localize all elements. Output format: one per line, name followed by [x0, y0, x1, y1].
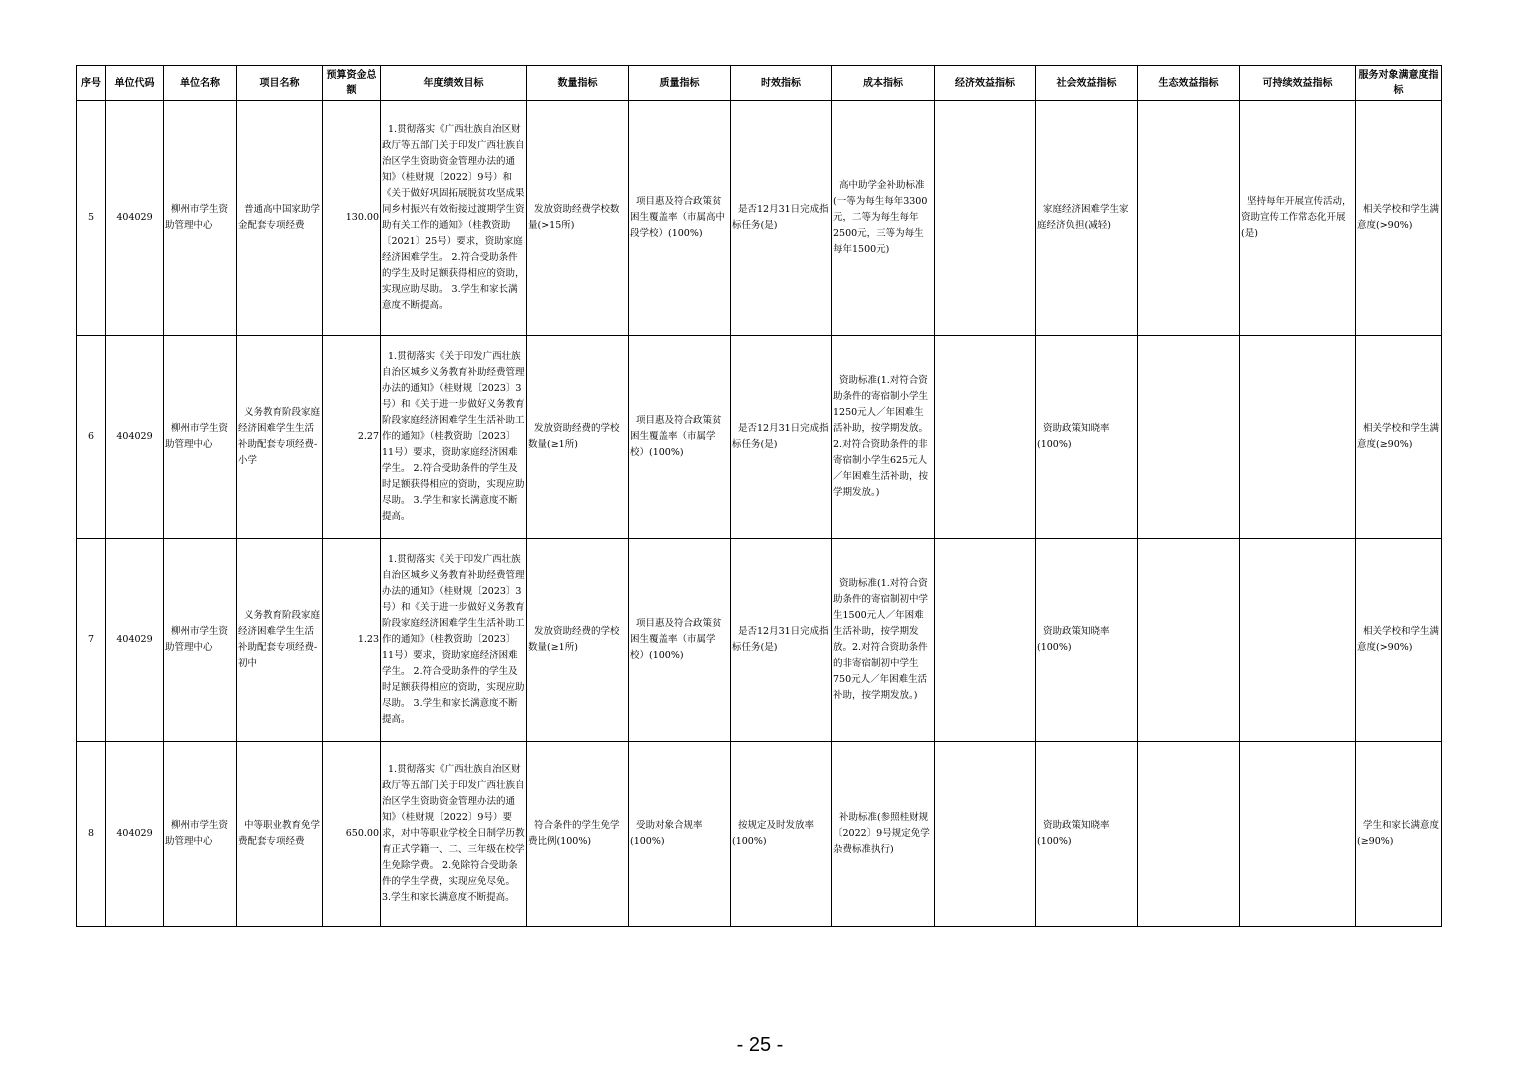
cell-quality: 受助对象合规率(100%): [629, 742, 731, 927]
cell-cost: 资助标准(1.对符合资助条件的寄宿制小学生1250元人／年困难生活补助，按学期发放。2.对符合资助条件的非寄宿制小学生625元人／年困难生活补助，按学期发放。): [832, 336, 935, 539]
cell-project: 义务教育阶段家庭经济困难学生生活补助配套专项经费-初中: [237, 539, 323, 742]
cell-goal: 1.贯彻落实《关于印发广西壮族自治区城乡义务教育补助经费管理办法的通知》（桂财规〔2023〕3号）和《关于进一步做好义务教育阶段家庭经济困难学生生活补助工作的通知》（桂教资助〔2023〕11号）要求，资助家庭经济困难学生。 2.符合受助条件的学生及时足额获得相应的资助，实现应助尽助。 3.学生和家长满意度不断提高。: [381, 336, 527, 539]
col-header-code: 单位代码: [106, 66, 164, 101]
cell-project: 普通高中国家助学金配套专项经费: [237, 101, 323, 336]
cell-cost: 高中助学金补助标准(一等为每生每年3300元，二等为每生每年2500元，三等为每生每年1500元): [832, 101, 935, 336]
cell-quantity: 发放资助经费的学校数量(≥1所): [527, 336, 629, 539]
col-header-social: 社会效益指标: [1036, 66, 1138, 101]
cell-budget: 130.00: [323, 101, 381, 336]
cell-sustainable: [1240, 742, 1356, 927]
cell-budget: 650.00: [323, 742, 381, 927]
cell-economic: [935, 742, 1036, 927]
cell-sustainable: [1240, 539, 1356, 742]
cell-seq: 8: [77, 742, 106, 927]
col-header-ecological: 生态效益指标: [1138, 66, 1240, 101]
cell-code: 404029: [106, 336, 164, 539]
cell-quantity: 符合条件的学生免学费比例(100%): [527, 742, 629, 927]
cell-economic: [935, 539, 1036, 742]
col-header-sustainable: 可持续效益指标: [1240, 66, 1356, 101]
cell-goal: 1.贯彻落实《关于印发广西壮族自治区城乡义务教育补助经费管理办法的通知》（桂财规〔2023〕3号）和《关于进一步做好义务教育阶段家庭经济困难学生生活补助工作的通知》（桂教资助〔2023〕11号）要求，资助家庭经济困难学生。 2.符合受助条件的学生及时足额获得相应的资助，实现应助尽助。 3.学生和家长满意度不断提高。: [381, 539, 527, 742]
cell-project: 中等职业教育免学费配套专项经费: [237, 742, 323, 927]
cell-cost: 资助标准(1.对符合资助条件的寄宿制初中学生1500元人／年困难生活补助，按学期发放。2.对符合资助条件的非寄宿制初中学生750元人／年困难生活补助，按学期发放。): [832, 539, 935, 742]
cell-quantity: 发放资助经费学校数量(>15所): [527, 101, 629, 336]
cell-satisfaction: 相关学校和学生满意度(≥90%): [1356, 336, 1442, 539]
col-header-satisfaction: 服务对象满意度指标: [1356, 66, 1442, 101]
table-row: [77, 539, 1442, 742]
cell-code: 404029: [106, 101, 164, 336]
col-header-project: 项目名称: [237, 66, 323, 101]
cell-satisfaction: 学生和家长满意度(≥90%): [1356, 742, 1442, 927]
cell-economic: [935, 101, 1036, 336]
col-header-budget: 预算资金总额: [323, 66, 381, 101]
cell-cost: 补助标准(参照桂财规〔2022〕9号规定免学杂费标准执行): [832, 742, 935, 927]
cell-seq: 6: [77, 336, 106, 539]
col-header-goal: 年度绩效目标: [381, 66, 527, 101]
cell-seq: 7: [77, 539, 106, 742]
col-header-quality: 质量指标: [629, 66, 731, 101]
table-row: [77, 742, 1442, 927]
cell-ecological: [1138, 539, 1240, 742]
cell-code: 404029: [106, 742, 164, 927]
cell-seq: 5: [77, 101, 106, 336]
cell-social: 资助政策知晓率(100%): [1036, 742, 1138, 927]
col-header-timeliness: 时效指标: [731, 66, 832, 101]
cell-unit: 柳州市学生资助管理中心: [164, 742, 237, 927]
cell-quality: 项目惠及符合政策贫困生覆盖率（市属学校）(100%): [629, 336, 731, 539]
cell-ecological: [1138, 101, 1240, 336]
cell-economic: [935, 336, 1036, 539]
cell-timeliness: 是否12月31日完成指标任务(是): [731, 101, 832, 336]
cell-satisfaction: 相关学校和学生满意度(>90%): [1356, 539, 1442, 742]
cell-unit: 柳州市学生资助管理中心: [164, 539, 237, 742]
cell-sustainable: 坚持每年开展宣传活动，资助宣传工作常态化开展(是): [1240, 101, 1356, 336]
cell-timeliness: 按规定及时发放率(100%): [731, 742, 832, 927]
cell-unit: 柳州市学生资助管理中心: [164, 336, 237, 539]
col-header-seq: 序号: [77, 66, 106, 101]
cell-timeliness: 是否12月31日完成指标任务(是): [731, 336, 832, 539]
cell-quantity: 发放资助经费的学校数量(≥1所): [527, 539, 629, 742]
performance-table: [76, 65, 1442, 927]
cell-social: 资助政策知晓率(100%): [1036, 336, 1138, 539]
cell-budget: 2.27: [323, 336, 381, 539]
cell-timeliness: 是否12月31日完成指标任务(是): [731, 539, 832, 742]
cell-goal: 1.贯彻落实《广西壮族自治区财政厅等五部门关于印发广西壮族自治区学生资助资金管理办法的通知》（桂财规〔2022〕9号）要求，对中等职业学校全日制学历教育正式学籍一、二、三年级在校学生免除学费。 2.免除符合受助条件的学生学费，实现应免尽免。 3.学生和家长满意度不断提高。: [381, 742, 527, 927]
cell-social: 家庭经济困难学生家庭经济负担(减轻): [1036, 101, 1138, 336]
col-header-unit: 单位名称: [164, 66, 237, 101]
cell-project: 义务教育阶段家庭经济困难学生生活补助配套专项经费-小学: [237, 336, 323, 539]
cell-unit: 柳州市学生资助管理中心: [164, 101, 237, 336]
cell-satisfaction: 相关学校和学生满意度(>90%): [1356, 101, 1442, 336]
table-row: [77, 336, 1442, 539]
cell-code: 404029: [106, 539, 164, 742]
col-header-economic: 经济效益指标: [935, 66, 1036, 101]
table-row: [77, 101, 1442, 336]
cell-quality: 项目惠及符合政策贫困生覆盖率（市属学校）(100%): [629, 539, 731, 742]
cell-sustainable: [1240, 336, 1356, 539]
cell-social: 资助政策知晓率(100%): [1036, 539, 1138, 742]
cell-goal: 1.贯彻落实《广西壮族自治区财政厅等五部门关于印发广西壮族自治区学生资助资金管理办法的通知》（桂财规〔2022〕9号）和《关于做好巩固拓展脱贫攻坚成果同乡村振兴有效衔接过渡期学生资助有关工作的通知》（桂教资助〔2021〕25号）要求，资助家庭经济困难学生。 2.符合受助条件的学生及时足额获得相应的资助，实现应助尽助。 3.学生和家长满意度不断提高。: [381, 101, 527, 336]
page-number: - 25 -: [736, 1034, 784, 1056]
header-row: [77, 66, 1442, 101]
cell-budget: 1.23: [323, 539, 381, 742]
col-header-cost: 成本指标: [832, 66, 935, 101]
cell-ecological: [1138, 336, 1240, 539]
col-header-quantity: 数量指标: [527, 66, 629, 101]
cell-ecological: [1138, 742, 1240, 927]
cell-quality: 项目惠及符合政策贫困生覆盖率（市属高中段学校）(100%): [629, 101, 731, 336]
